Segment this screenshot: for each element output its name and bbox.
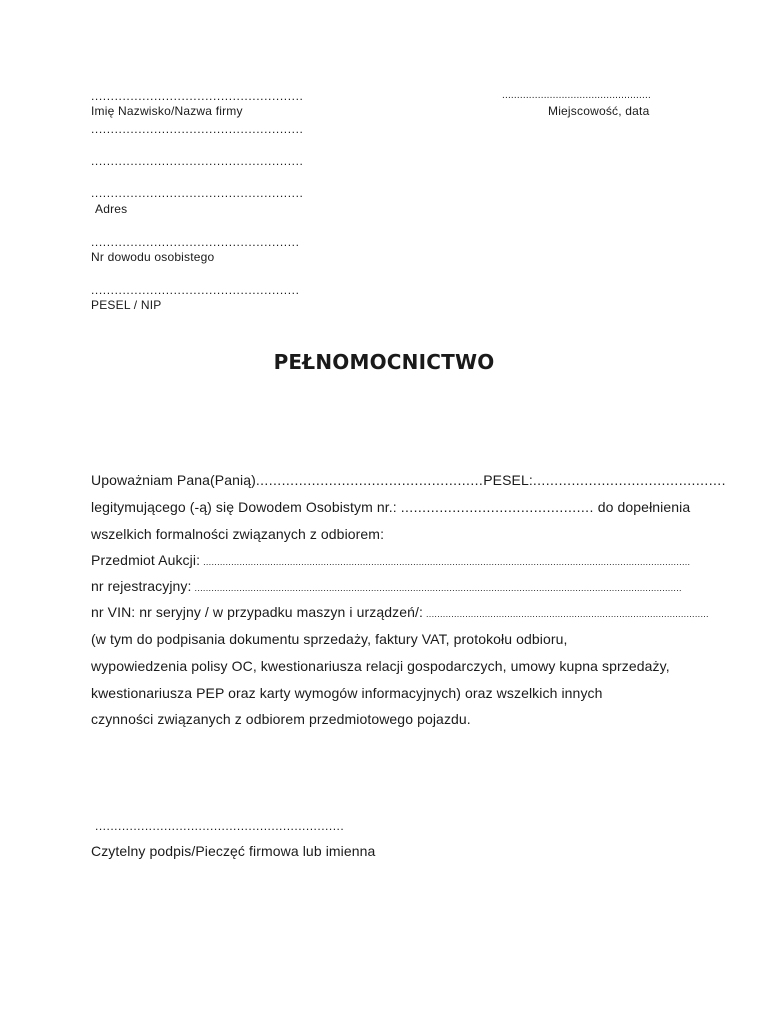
- body-line-7: (w tym do podpisania dokumentu sprzedaży, faktury VAT, protokołu odbioru,: [91, 631, 568, 647]
- id-document-dots: .............................................: [400, 499, 594, 515]
- vin-dots: .....................................................................................................: [426, 609, 709, 619]
- name-label: Imię Nazwisko/Nazwa firmy: [91, 104, 243, 118]
- authorize-text: Upoważniam Pana(Panią): [91, 472, 256, 488]
- pesel-dots: .............................................: [532, 472, 726, 488]
- registration-line: [91, 578, 682, 594]
- place-date-label: Miejscowość, data: [548, 104, 650, 118]
- document-title: PEŁNOMOCNICTWO: [273, 350, 495, 374]
- pesel-text: PESEL:: [483, 472, 533, 488]
- pesel-label: PESEL / NIP: [91, 298, 162, 312]
- vin-label: nr VIN: nr seryjny / w przypadku maszyn i urządzeń/:: [91, 604, 423, 620]
- place-date-dotted-line: ..................................................: [502, 90, 651, 101]
- auction-item-label: Przedmiot Aukcji:: [91, 552, 201, 568]
- id-document-text: legitymującego (-ą) się Dowodem Osobistym nr.:: [91, 499, 397, 515]
- body-line-1: [91, 472, 726, 488]
- address-label: Adres: [95, 202, 128, 216]
- name-dotted-line: ......................................................: [91, 89, 304, 103]
- address-dotted-line-1: ......................................................: [91, 122, 304, 136]
- address-dotted-line-3: ......................................................: [91, 186, 304, 200]
- authorized-person-dots: .....................................................: [255, 472, 484, 488]
- pesel-dotted-line: .....................................................: [91, 283, 300, 297]
- registration-dots: ..............................................................................................................................................................................: [194, 583, 682, 593]
- body-line-2: [91, 499, 691, 515]
- auction-item-dots: ..............................................................................................................................................................................: [203, 557, 691, 567]
- body-line-10: czynności związanych z odbiorem przedmiotowego pojazdu.: [91, 711, 471, 727]
- address-dotted-line-2: ......................................................: [91, 154, 304, 168]
- signature-label: Czytelny podpis/Pieczęć firmowa lub imienna: [91, 843, 376, 859]
- body-line-3: wszelkich formalności związanych z odbiorem:: [91, 526, 385, 542]
- completion-text: do dopełnienia: [597, 499, 691, 515]
- id-label: Nr dowodu osobistego: [91, 250, 215, 264]
- auction-item-line: [91, 552, 691, 568]
- signature-dotted-line: .................................................................: [95, 819, 345, 833]
- vin-line: [91, 604, 709, 620]
- body-line-8: wypowiedzenia polisy OC, kwestionariusza relacji gospodarczych, umowy kupna sprzedaży,: [91, 658, 670, 674]
- registration-label: nr rejestracyjny:: [91, 578, 192, 594]
- id-dotted-line: .....................................................: [91, 235, 300, 249]
- body-line-9: kwestionariusza PEP oraz karty wymogów informacyjnych) oraz wszelkich innych: [91, 685, 603, 701]
